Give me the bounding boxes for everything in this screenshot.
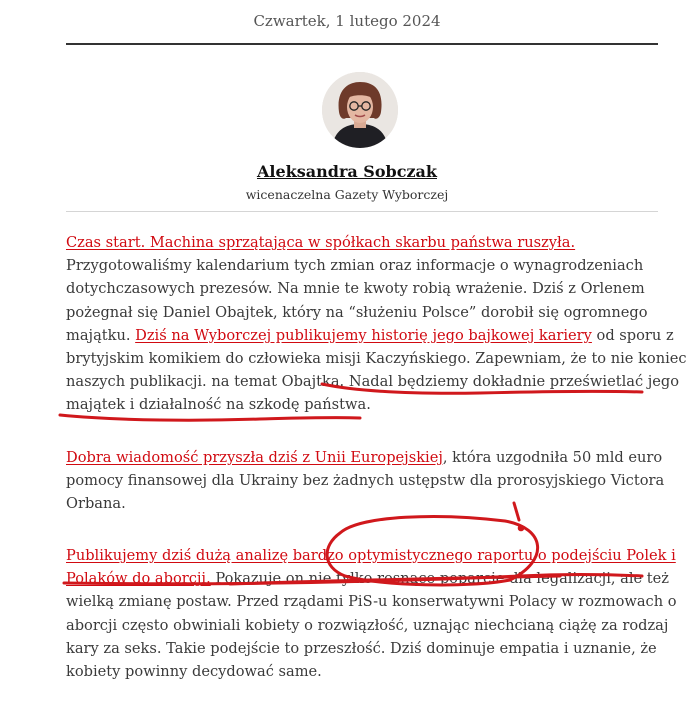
header-divider bbox=[66, 43, 658, 45]
newsletter-date: Czwartek, 1 lutego 2024 bbox=[253, 12, 441, 30]
paragraph-eu bbox=[66, 446, 666, 516]
text-line: wielką zmianę postaw. Przed rządami PiS-u konserwatywni Polacy w rozmowach o bbox=[66, 593, 677, 611]
text-line: pomocy finansowej dla Ukrainy bez żadnych ustępstw dla prorosyjskiego Victora bbox=[66, 472, 665, 490]
paragraph-cleanup bbox=[66, 231, 687, 417]
author-divider bbox=[66, 211, 658, 212]
text-line: Orbana. bbox=[66, 495, 126, 513]
paragraph-abortion-report bbox=[66, 544, 677, 683]
text-span: majątku. bbox=[66, 326, 136, 344]
text-span: Pokazuje on nie tylko rosnące poparcie dla legalizacji, ale też bbox=[210, 570, 669, 588]
text-line: majątek i działalność na szkodę państwa. bbox=[66, 396, 371, 414]
text-span: , która uzgodniła 50 mld euro bbox=[442, 449, 663, 466]
text-line: naszych publikacji. na temat Obajtka. Nadal będziemy dokładnie prześwietlać jego bbox=[66, 373, 680, 391]
text-line: dotychczasowych prezesów. Na mnie te kwoty robią wrażenie. Dziś z Orlenem bbox=[66, 280, 645, 298]
text-line: aborcji często obwiniali kobiety o rozwiązłość, uznając niechcianą ciążę za rodzaj bbox=[66, 616, 669, 634]
text-line: Przygotowaliśmy kalendarium tych zmian oraz informacje o wynagrodzeniach bbox=[66, 257, 644, 275]
author-role: wicenaczelna Gazety Wyborczej bbox=[245, 187, 449, 202]
text-line: pożegnał się Daniel Obajtek, który na “służeniu Polsce” dorobił się ogromnego bbox=[66, 303, 648, 321]
link-obajtek-story[interactable]: Dziś na Wyborczej publikujemy historię jego bajkowej kariery bbox=[135, 326, 592, 344]
text-span: od sporu z bbox=[591, 326, 674, 344]
link-czas-start[interactable]: Czas start. Machina sprzątająca w spółkach skarbu państwa ruszyła. bbox=[66, 234, 576, 251]
link-eu-news[interactable]: Dobra wiadomość przyszła dziś z Unii Europejskiej bbox=[66, 449, 443, 466]
author-name[interactable]: Aleksandra Sobczak bbox=[256, 162, 437, 181]
text-line: brytyjskim komikiem do człowieka misji Kaczyńskiego. Zapewniam, że to nie koniec bbox=[66, 350, 687, 368]
author-portrait bbox=[322, 72, 398, 148]
text-line: kobiety powinny decydować same. bbox=[66, 663, 322, 681]
author-avatar bbox=[322, 72, 398, 148]
annotation-exclamation-dot bbox=[519, 526, 523, 530]
text-line: kary za seks. Takie podejście to przeszłość. Dziś dominuje empatia i uznanie, że bbox=[66, 639, 657, 657]
link-report-analysis-cont[interactable]: Polaków do aborcji. bbox=[66, 570, 211, 588]
link-report-analysis[interactable]: Publikujemy dziś dużą analizę bardzo optymistycznego raportu o podejściu Polek i bbox=[66, 547, 676, 564]
